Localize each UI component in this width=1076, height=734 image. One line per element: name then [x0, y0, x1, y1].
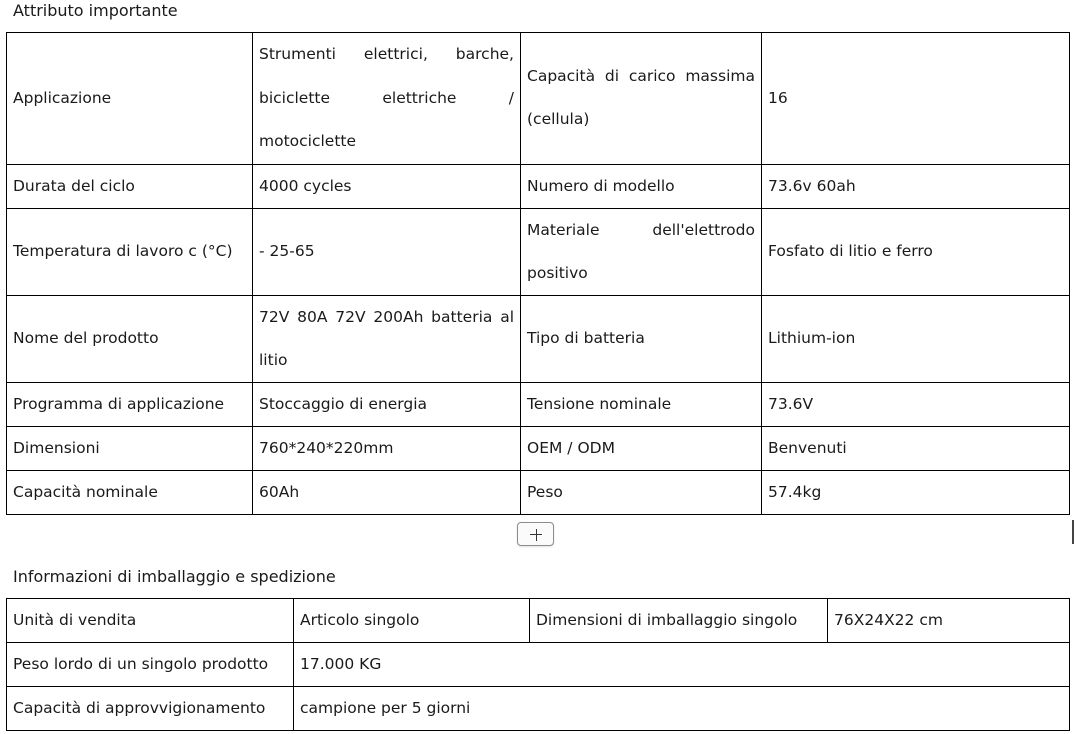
packaging-value: 76X24X22 cm [828, 599, 1070, 643]
attribute-key: Durata del ciclo [7, 164, 253, 208]
expand-button[interactable] [517, 522, 554, 546]
attribute-value: 60Ah [253, 470, 521, 514]
attribute-value: - 25-65 [253, 208, 521, 295]
wrapped-line: motociclette [259, 132, 357, 150]
packaging-key: Dimensioni di imballaggio singolo [530, 599, 828, 643]
packaging-value: 17.000 KG [294, 643, 1070, 687]
table-row [7, 164, 1070, 208]
attribute-value [253, 295, 521, 382]
packaging-section-title: Informazioni di imballaggio e spedizione [13, 567, 336, 586]
table-row [7, 208, 1070, 295]
attribute-key: Tipo di batteria [521, 295, 762, 382]
table-row [7, 470, 1070, 514]
attribute-value: 73.6V [762, 382, 1070, 426]
table-row [7, 426, 1070, 470]
scroll-edge-marker [1072, 520, 1074, 544]
attribute-key: Programma di applicazione [7, 382, 253, 426]
attribute-key: Temperatura di lavoro c (°C) [7, 208, 253, 295]
wrapped-line: 72V 80A 72V 200Ah batteria al [259, 307, 514, 326]
table-row [7, 599, 1070, 643]
attribute-value: 16 [762, 33, 1070, 165]
attribute-value: Fosfato di litio e ferro [762, 208, 1070, 295]
wrapped-line: Materiale dell'elettrodo [527, 220, 755, 239]
attribute-key: Applicazione [7, 33, 253, 165]
attribute-value: 4000 cycles [253, 164, 521, 208]
table-row [7, 382, 1070, 426]
attribute-key: OEM / ODM [521, 426, 762, 470]
wrapped-line: Strumenti elettrici, barche, [259, 45, 514, 63]
wrapped-line: (cellula) [527, 110, 590, 129]
packaging-key: Unità di vendita [7, 599, 294, 643]
attribute-value: 73.6v 60ah [762, 164, 1070, 208]
wrapped-line: litio [259, 350, 288, 369]
packaging-key: Peso lordo di un singolo prodotto [7, 643, 294, 687]
packaging-table [6, 598, 1070, 731]
packaging-value: campione per 5 giorni [294, 687, 1070, 731]
attribute-key: Capacità nominale [7, 470, 253, 514]
attributes-table [6, 32, 1070, 515]
packaging-value: Articolo singolo [294, 599, 530, 643]
attribute-key: Dimensioni [7, 426, 253, 470]
attribute-value: 760*240*220mm [253, 426, 521, 470]
attribute-value: Lithium-ion [762, 295, 1070, 382]
table-row [7, 687, 1070, 731]
attribute-key: Peso [521, 470, 762, 514]
attribute-value: Stoccaggio di energia [253, 382, 521, 426]
table-row [7, 643, 1070, 687]
table-row [7, 295, 1070, 382]
attribute-key [521, 33, 762, 165]
table-row [7, 33, 1070, 165]
wrapped-line: Capacità di carico massima [527, 67, 755, 86]
attributes-section-title: Attributo importante [13, 1, 178, 20]
wrapped-line: biciclette elettriche / [259, 88, 514, 107]
attribute-value: Benvenuti [762, 426, 1070, 470]
wrapped-line: positivo [527, 263, 588, 282]
attribute-key: Tensione nominale [521, 382, 762, 426]
attribute-value: 57.4kg [762, 470, 1070, 514]
attribute-key [521, 208, 762, 295]
packaging-key: Capacità di approvvigionamento [7, 687, 294, 731]
attribute-key: Numero di modello [521, 164, 762, 208]
attribute-key: Nome del prodotto [7, 295, 253, 382]
attribute-value [253, 33, 521, 165]
